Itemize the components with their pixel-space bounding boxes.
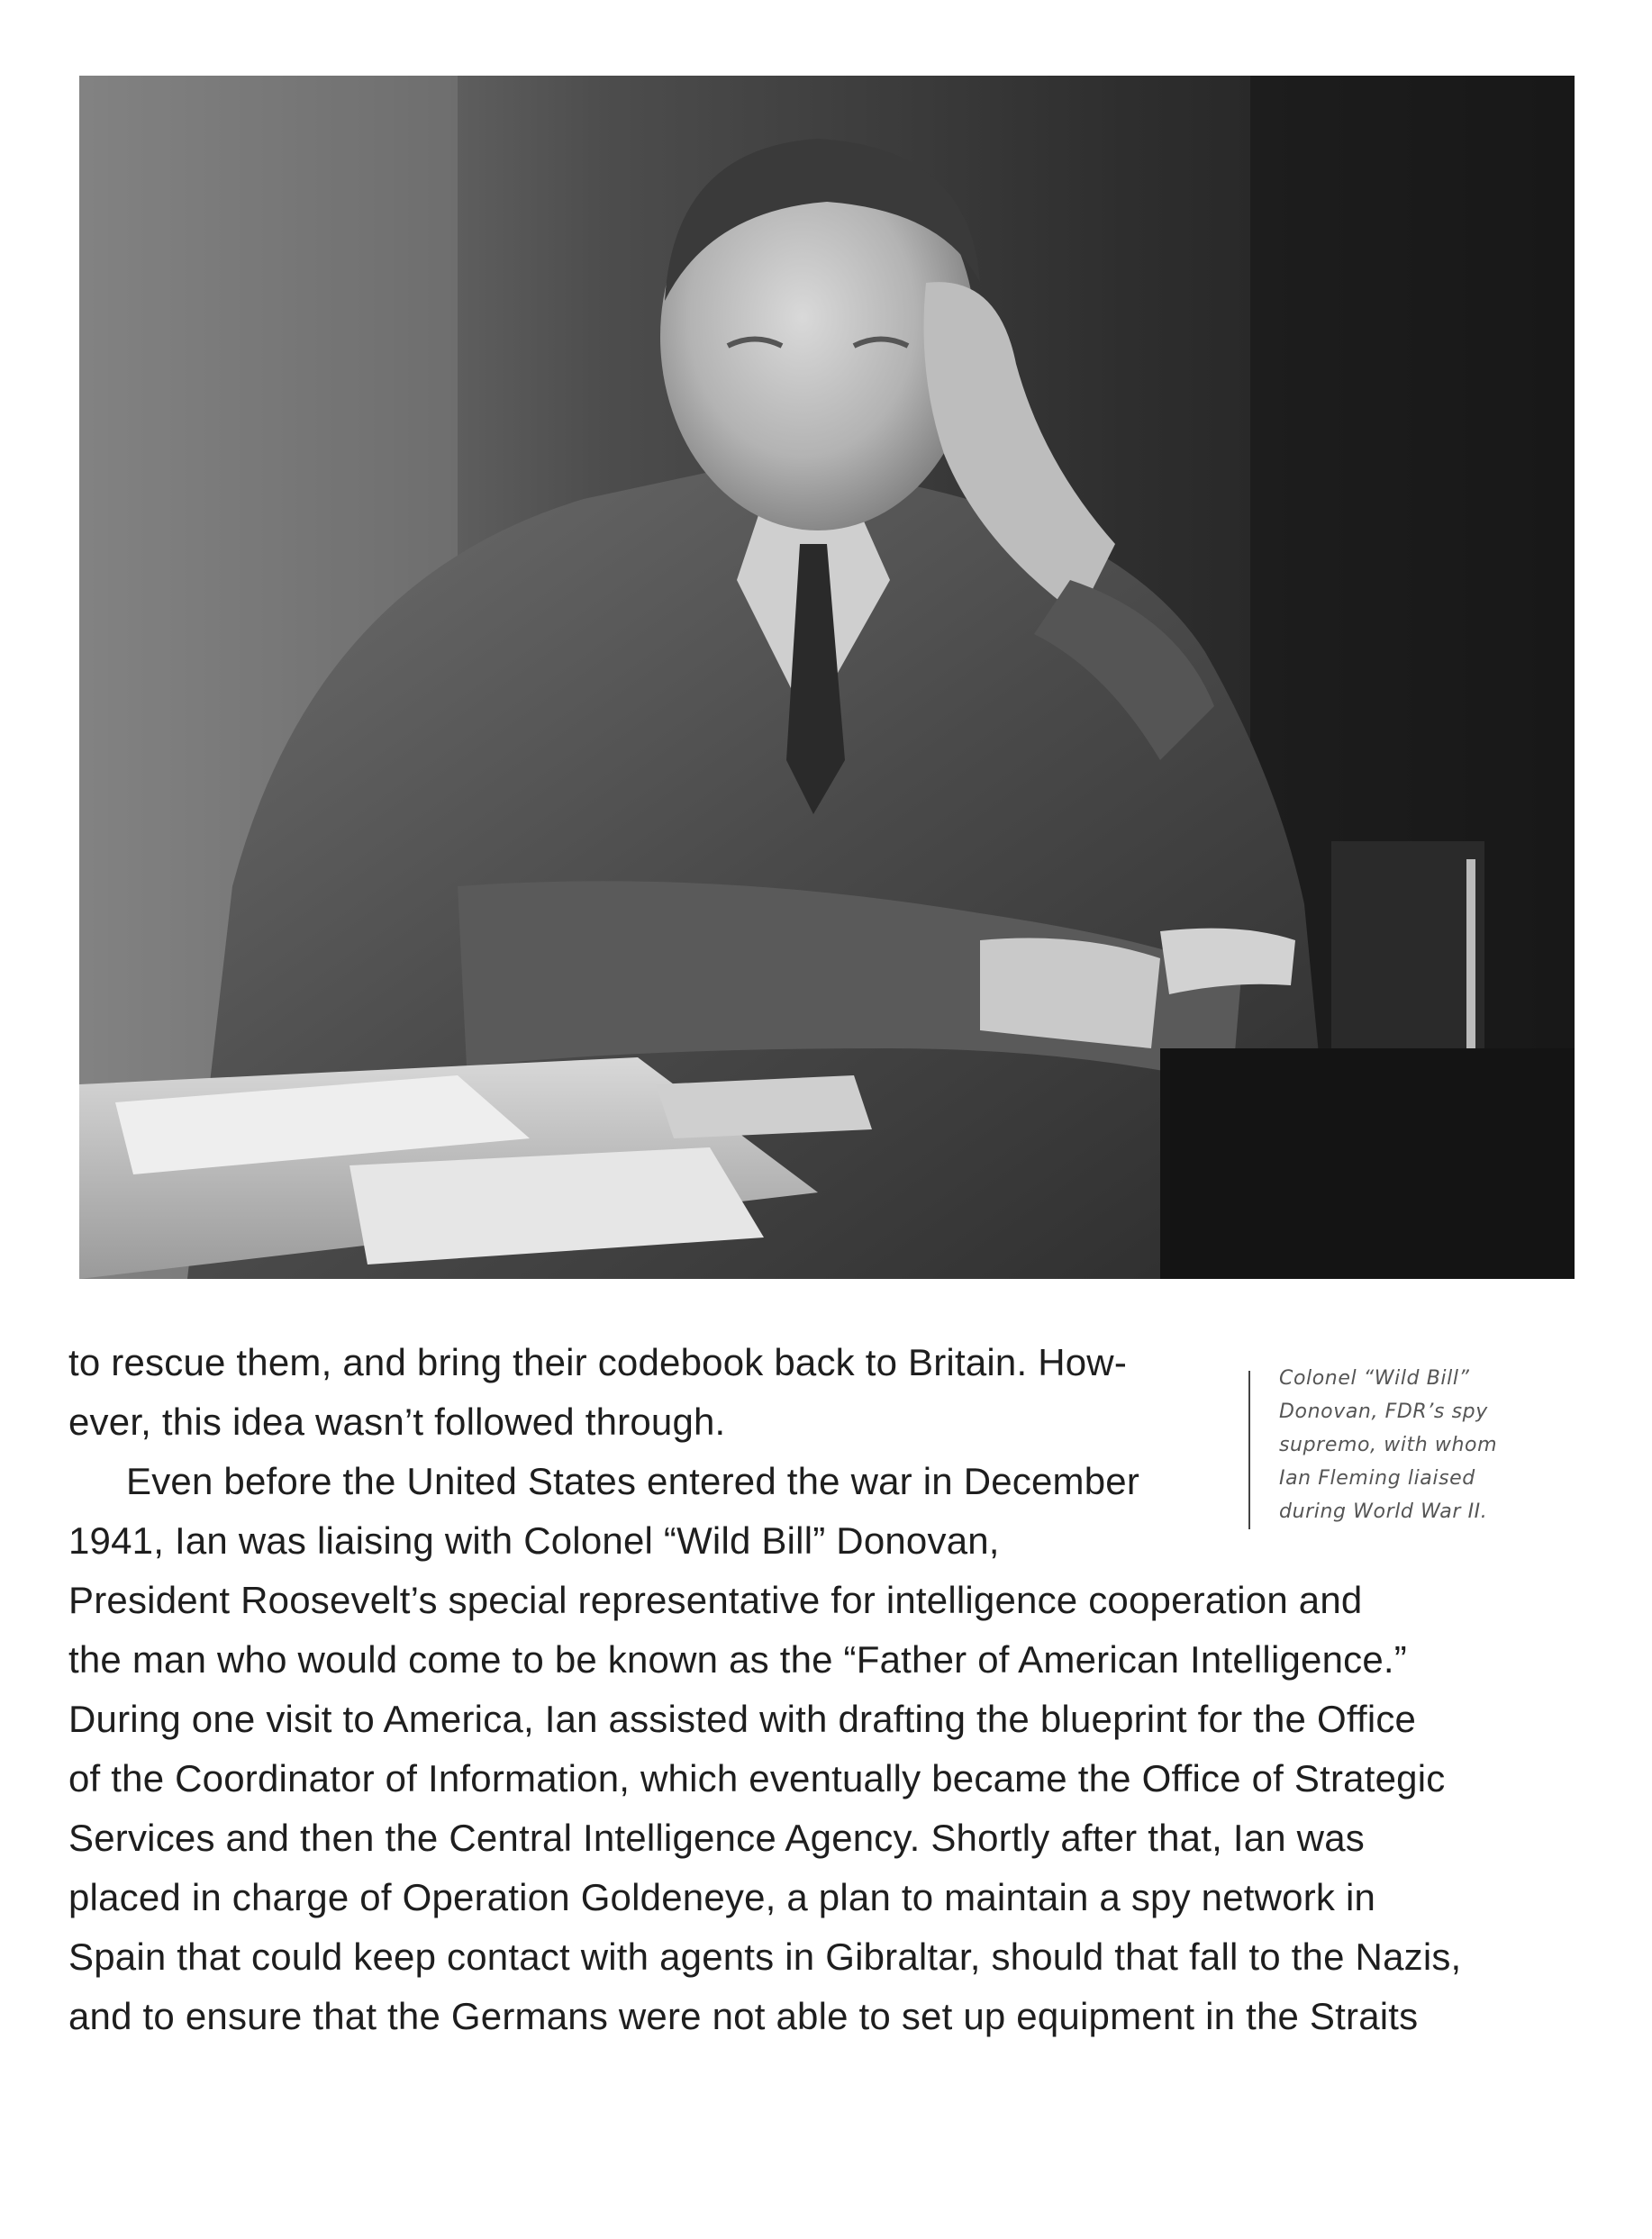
caption-line: Colonel “Wild Bill” [1279,1367,1470,1390]
body-line: and to ensure that the Germans were not able to set up equipment in the Straits [68,1995,1419,2037]
portrait-illustration [79,76,1575,1279]
body-line: placed in charge of Operation Goldeneye, a plan to maintain a spy network in [68,1876,1376,1918]
caption-rule [1248,1371,1250,1529]
caption-line: Ian Fleming liaised [1279,1467,1475,1490]
body-line: Services and then the Central Intelligence Agency. Shortly after that, Ian was [68,1817,1365,1859]
body-line: Even before the United States entered the war in December [126,1460,1140,1502]
caption-line: during World War II. [1279,1500,1488,1523]
body-line: Spain that could keep contact with agents in Gibraltar, should that fall to the Nazis, [68,1935,1462,1978]
body-line: During one visit to America, Ian assisted with drafting the blueprint for the Office [68,1698,1417,1740]
caption-line: Donovan, FDR’s spy [1279,1401,1488,1423]
body-line: President Roosevelt’s special representative for intelligence cooperation and [68,1579,1363,1621]
body-line: the man who would come to be known as the “Father of American Intelligence.” [68,1638,1407,1681]
body-line: to rescue them, and bring their codebook back to Britain. How- [68,1341,1128,1383]
body-line: ever, this idea wasn’t followed through. [68,1401,726,1443]
photo-caption [1279,1362,1567,1528]
portrait-photo [79,76,1575,1279]
body-line: 1941, Ian was liaising with Colonel “Wild Bill” Donovan, [68,1519,1000,1562]
caption-line: supremo, with whom [1279,1434,1498,1456]
body-line: of the Coordinator of Information, which eventually became the Office of Strategic [68,1757,1446,1799]
